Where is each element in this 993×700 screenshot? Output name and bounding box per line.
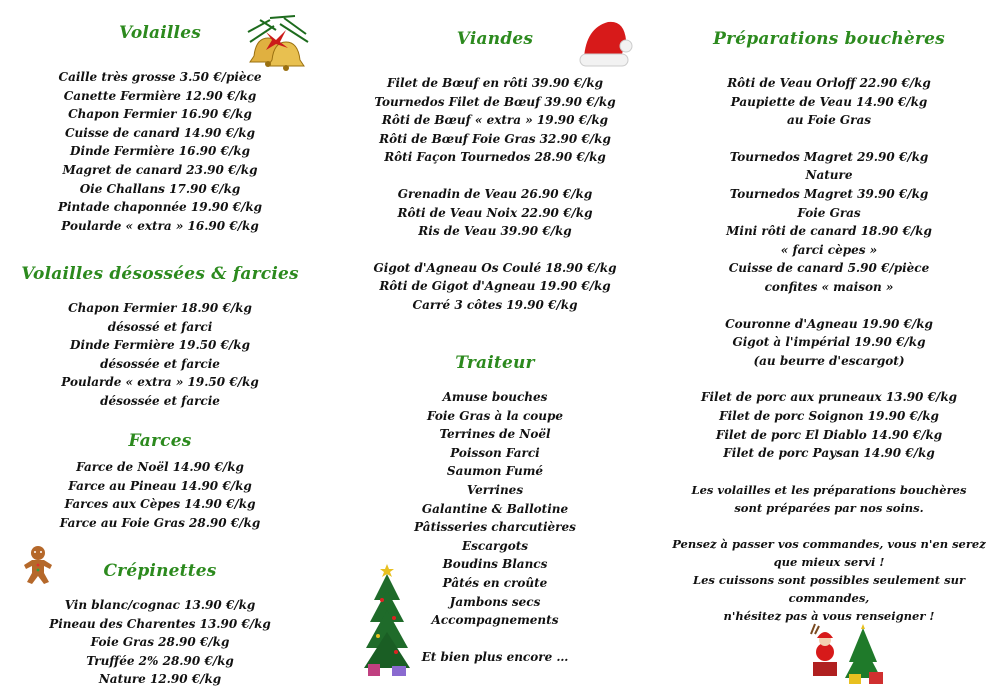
section-title: Préparations bouchères bbox=[713, 29, 945, 49]
menu-line: Rôti de Gigot d'Agneau 19.90 €/kg bbox=[379, 279, 611, 294]
menu-line: Paupiette de Veau 14.90 €/kg bbox=[730, 94, 928, 109]
menu-line: Oie Challans 17.90 €/kg bbox=[79, 181, 241, 196]
menu-line: Cuisse de canard 5.90 €/pièce bbox=[728, 261, 930, 276]
menu-line: Foie Gras 28.90 €/kg bbox=[90, 635, 230, 650]
menu-line: Pintade chaponnée 19.90 €/kg bbox=[57, 200, 263, 215]
section-title: Volailles bbox=[118, 23, 201, 43]
menu-line: Galantine & Ballotine bbox=[421, 501, 569, 516]
menu-line: Nature 12.90 €/kg bbox=[98, 672, 222, 687]
menu-line: Vin blanc/cognac 13.90 €/kg bbox=[64, 598, 256, 612]
menu-line: Filet de porc El Diablo 14.90 €/kg bbox=[715, 427, 943, 442]
menu-line: désossée et farcie bbox=[100, 393, 220, 408]
section-title: Traiteur bbox=[455, 353, 535, 373]
menu-line: désossé et farci bbox=[107, 319, 213, 334]
menu-line: Carré 3 côtes 19.90 €/kg bbox=[412, 297, 578, 312]
menu-line: Accompagnements bbox=[431, 613, 559, 628]
menu-line: Tournedos Magret 39.90 €/kg bbox=[729, 186, 929, 201]
section-title: Crépinettes bbox=[103, 561, 217, 581]
section-title: Farces bbox=[128, 431, 192, 451]
menu-line: Grenadin de Veau 26.90 €/kg bbox=[397, 186, 593, 201]
menu-line: Rôti de Bœuf Foie Gras 32.90 €/kg bbox=[379, 131, 611, 146]
menu-line: Farce au Foie Gras 28.90 €/kg bbox=[59, 515, 261, 530]
menu-line: Pineau des Charentes 13.90 €/kg bbox=[49, 616, 271, 631]
menu-line: Amuse bouches bbox=[442, 390, 548, 404]
menu-line: Dinde Fermière 19.50 €/kg bbox=[70, 338, 250, 353]
menu-line: Filet de Bœuf en rôti 39.90 €/kg bbox=[386, 76, 604, 90]
menu-line: Truffée 2% 28.90 €/kg bbox=[86, 653, 234, 668]
menu-line: Poularde « extra » 16.90 €/kg bbox=[61, 218, 259, 233]
menu-line: Chapon Fermier 16.90 €/kg bbox=[68, 107, 252, 122]
menu-line: Verrines bbox=[466, 482, 524, 497]
note-line: que mieux servi ! bbox=[773, 554, 885, 569]
menu-line: « farci cèpes » bbox=[780, 242, 878, 257]
santa-hat-icon bbox=[578, 14, 634, 72]
section-volailles-desossees bbox=[0, 263, 320, 411]
menu-line: Boudins Blancs bbox=[442, 557, 548, 572]
menu-line: désossée et farcie bbox=[100, 356, 220, 371]
gingerbread-man-icon bbox=[22, 545, 54, 585]
menu-line: Filet de porc Paysan 14.90 €/kg bbox=[723, 446, 935, 461]
menu-line: Farces aux Cèpes 14.90 €/kg bbox=[64, 497, 256, 512]
menu-line: Foie Gras à la coupe bbox=[426, 408, 564, 423]
section-farces bbox=[0, 430, 320, 532]
menu-line: Farce de Noël 14.90 €/kg bbox=[76, 460, 244, 474]
note-line: n'hésitez pas à vous renseigner ! bbox=[723, 608, 935, 623]
traiteur-footer: Et bien plus encore … bbox=[421, 649, 569, 664]
menu-line: Tournedos Magret 29.90 €/kg bbox=[729, 149, 929, 164]
menu-line: Terrines de Noël bbox=[439, 427, 551, 442]
section-title: Viandes bbox=[456, 29, 534, 49]
menu-line: Filet de porc aux pruneaux 13.90 €/kg bbox=[700, 390, 958, 405]
menu-line: confites « maison » bbox=[764, 279, 894, 294]
menu-line: Caille très grosse 3.50 €/pièce bbox=[58, 70, 262, 84]
menu-line: Ris de Veau 39.90 €/kg bbox=[418, 224, 572, 239]
menu-line: Chapon Fermier 18.90 €/kg bbox=[68, 301, 252, 315]
menu-line: au Foie Gras bbox=[786, 113, 872, 128]
menu-line: Nature bbox=[805, 168, 853, 183]
menu-line: Farce au Pineau 14.90 €/kg bbox=[68, 478, 252, 493]
menu-line: Rôti de Veau Noix 22.90 €/kg bbox=[397, 205, 593, 220]
santa-sleigh-icon bbox=[805, 622, 895, 688]
menu-line: Jambons secs bbox=[449, 594, 541, 609]
menu-line: Cuisse de canard 14.90 €/kg bbox=[64, 125, 256, 140]
note-line: Pensez à passer vos commandes, vous n'en serez bbox=[672, 536, 986, 551]
menu-line: Gigot à l'impérial 19.90 €/kg bbox=[732, 335, 926, 350]
menu-line: Couronne d'Agneau 19.90 €/kg bbox=[725, 316, 933, 331]
note-line: Les volailles et les préparations bouchères bbox=[691, 482, 967, 497]
note-line: sont préparées par nos soins. bbox=[734, 500, 924, 515]
menu-line: Dinde Fermière 16.90 €/kg bbox=[70, 144, 250, 159]
menu-line: Rôti Façon Tournedos 28.90 €/kg bbox=[384, 150, 606, 165]
menu-line: Mini rôti de canard 18.90 €/kg bbox=[726, 224, 932, 239]
menu-line: (au beurre d'escargot) bbox=[753, 353, 905, 368]
menu-line: Poularde « extra » 19.50 €/kg bbox=[61, 375, 259, 390]
menu-line: Saumon Fumé bbox=[446, 464, 544, 479]
menu-line: Rôti de Bœuf « extra » 19.90 €/kg bbox=[381, 113, 609, 128]
section-preparations bbox=[665, 28, 993, 625]
christmas-bells-icon bbox=[240, 12, 312, 84]
menu-line: Pâtés en croûte bbox=[442, 575, 548, 590]
menu-line: Gigot d'Agneau Os Coulé 18.90 €/kg bbox=[373, 260, 617, 275]
menu-line: Poisson Farci bbox=[450, 445, 540, 460]
menu-line: Tournedos Filet de Bœuf 39.90 €/kg bbox=[374, 94, 616, 109]
note-line: Les cuissons sont possibles seulement sur commandes, bbox=[692, 572, 966, 605]
menu-line: Pâtisseries charcutières bbox=[414, 520, 576, 535]
christmas-tree-icon bbox=[362, 560, 412, 680]
menu-line: Escargots bbox=[462, 538, 528, 553]
menu-line: Rôti de Veau Orloff 22.90 €/kg bbox=[727, 76, 931, 90]
menu-line: Filet de porc Soignon 19.90 €/kg bbox=[719, 408, 939, 423]
menu-line: Canette Fermière 12.90 €/kg bbox=[63, 88, 257, 103]
section-title: Volailles désossées & farcies bbox=[21, 264, 299, 284]
menu-line: Magret de canard 23.90 €/kg bbox=[62, 162, 258, 177]
menu-line: Foie Gras bbox=[797, 205, 861, 220]
